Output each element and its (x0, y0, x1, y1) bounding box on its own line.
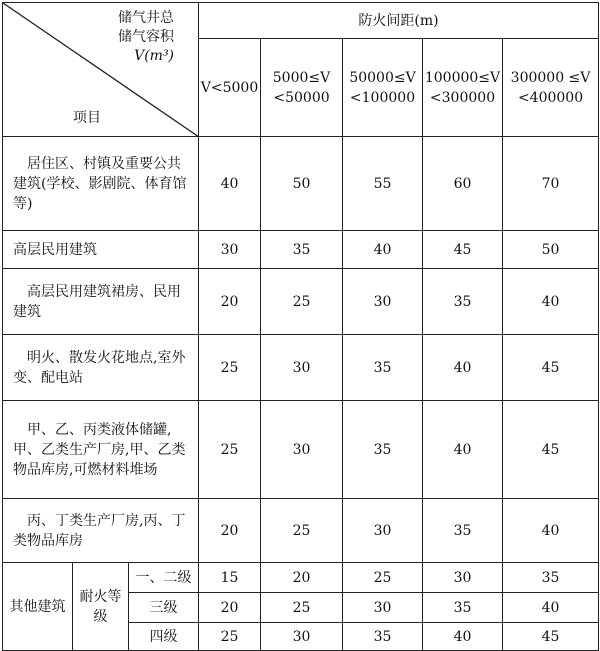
column-header-4: 100000≤V <300000 (423, 39, 503, 137)
corner-bottom-label: 项目 (73, 110, 101, 126)
row-label: 居住区、村镇及重要公共建筑(学校、影剧院、体育馆等) (3, 137, 199, 231)
table-cell: 35 (261, 231, 343, 269)
corner-header-cell (3, 3, 199, 137)
table-cell: 45 (503, 623, 599, 651)
corner-top-line-3: V(m³) (134, 48, 175, 64)
table-cell: 25 (261, 499, 343, 563)
table-row (3, 231, 599, 269)
grade-label: 一、二级 (129, 563, 199, 593)
row-label: 丙、丁类生产厂房,丙、丁类物品库房 (3, 499, 199, 563)
row-label: 高层民用建筑 (3, 231, 199, 269)
grade-label: 三级 (129, 593, 199, 623)
fire-distance-table-container (2, 2, 598, 648)
row-label: 明火、散发火花地点,室外变、配电站 (3, 335, 199, 401)
table-row (3, 499, 599, 563)
row-label: 甲、乙、丙类液体储罐,甲、乙类生产厂房,甲、乙类物品库房,可燃材料堆场 (3, 401, 199, 499)
table-cell: 45 (503, 335, 599, 401)
other-buildings-label: 其他建筑 (3, 563, 73, 651)
table-cell: 25 (199, 623, 261, 651)
table-cell: 30 (261, 401, 343, 499)
table-cell: 35 (343, 401, 423, 499)
column-header-2: 5000≤V <50000 (261, 39, 343, 137)
table-row (3, 137, 599, 231)
table-cell: 40 (423, 623, 503, 651)
table-cell: 40 (199, 137, 261, 231)
table-cell: 40 (423, 335, 503, 401)
table-cell: 35 (343, 335, 423, 401)
table-cell: 30 (261, 335, 343, 401)
table-cell: 55 (343, 137, 423, 231)
row-label: 高层民用建筑裙房、民用建筑 (3, 269, 199, 335)
table-cell: 40 (423, 401, 503, 499)
table-cell: 20 (199, 269, 261, 335)
column-header-3: 50000≤V <100000 (343, 39, 423, 137)
table-cell: 40 (503, 593, 599, 623)
table-cell: 35 (343, 623, 423, 651)
table-cell: 30 (423, 563, 503, 593)
table-cell: 35 (423, 269, 503, 335)
table-cell: 30 (343, 269, 423, 335)
fire-distance-table (2, 2, 599, 651)
table-cell: 40 (503, 499, 599, 563)
table-row (3, 563, 599, 593)
table-cell: 35 (423, 593, 503, 623)
table-cell: 50 (503, 231, 599, 269)
column-header-5: 300000 ≤V <400000 (503, 39, 599, 137)
table-cell: 20 (199, 499, 261, 563)
grade-label: 四级 (129, 623, 199, 651)
fire-resistance-label: 耐火等级 (73, 563, 129, 651)
table-row (3, 269, 599, 335)
table-cell: 30 (343, 593, 423, 623)
table-cell: 40 (503, 269, 599, 335)
table-cell: 30 (343, 499, 423, 563)
table-cell: 50 (261, 137, 343, 231)
header-row-1 (3, 3, 599, 39)
table-cell: 25 (261, 269, 343, 335)
table-cell: 35 (423, 499, 503, 563)
table-cell: 25 (261, 593, 343, 623)
group-header: 防火间距(m) (199, 3, 599, 39)
table-cell: 40 (343, 231, 423, 269)
table-cell: 25 (199, 401, 261, 499)
table-cell: 30 (261, 623, 343, 651)
table-row (3, 401, 599, 499)
table-cell: 35 (503, 563, 599, 593)
table-cell: 20 (199, 593, 261, 623)
table-cell: 45 (423, 231, 503, 269)
table-cell: 20 (261, 563, 343, 593)
table-cell: 70 (503, 137, 599, 231)
corner-top-label (118, 9, 174, 66)
corner-top-line-2: 储气容积 (118, 29, 175, 45)
table-cell: 25 (343, 563, 423, 593)
table-row (3, 335, 599, 401)
table-cell: 45 (503, 401, 599, 499)
table-cell: 60 (423, 137, 503, 231)
table-cell: 25 (199, 335, 261, 401)
column-header-1: V<5000 (199, 39, 261, 137)
table-cell: 30 (199, 231, 261, 269)
table-cell: 15 (199, 563, 261, 593)
corner-top-line-1: 储气井总 (118, 10, 175, 26)
